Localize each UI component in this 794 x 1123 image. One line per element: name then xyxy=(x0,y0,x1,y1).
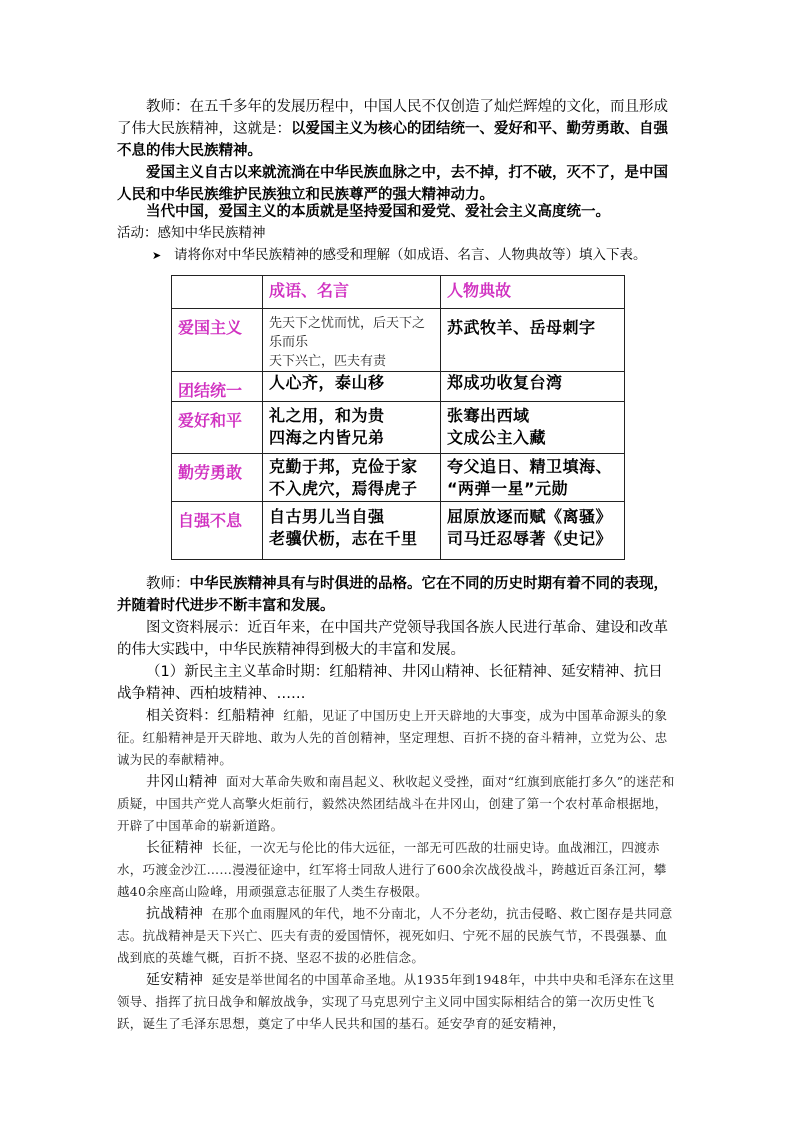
story-text: “两弹一星”元勋 xyxy=(447,479,569,498)
table-row xyxy=(172,402,625,454)
material-lead: 长征精神 xyxy=(146,840,204,856)
patriotism-paragraph: 爱国主义自古以来就流淌在中华民族血脉之中，去不掉，打不破，灭不了，是中国人民和中华民族维护民族独立和民族尊严的强大精神动力。 xyxy=(117,165,668,203)
story-cell xyxy=(441,402,625,454)
row-label: 自强不息 xyxy=(172,502,263,560)
material-lead: 井冈山精神 xyxy=(146,774,218,790)
material-text: 面对大革命失败和南昌起义、秋收起义受挫，面对“红旗到底能打多久”的迷茫和质疑，中国共产党人高擎火炬前行，毅然决然团结战斗在井冈山，创建了第一个农村革命根据地，开辟了中国革命的崭新道路。 xyxy=(117,774,675,833)
story-text: 屈原放逐而赋《离骚》 xyxy=(447,507,613,526)
idiom-text: 先天下之忧而忧，后天下之乐而乐 xyxy=(269,316,426,350)
contemporary-paragraph: 当代中国，爱国主义的本质就是坚持爱国和爱党、爱社会主义高度统一。 xyxy=(146,204,610,220)
idiom-cell xyxy=(263,309,441,372)
activity-instruction xyxy=(152,243,647,263)
teacher-label: 教师： xyxy=(146,576,190,592)
table-row xyxy=(172,454,625,502)
table-row xyxy=(172,502,625,560)
teacher-paragraph xyxy=(117,573,677,617)
story-cell xyxy=(441,502,625,560)
material-text: 长征，一次无与伦比的伟大远征，一部无可匹敌的壮丽史诗。血战湘江，四渡赤水，巧渡金沙江……漫漫征途中，红军将士同敌人进行了600余次战役战斗，跨越近百条江河，攀越40余座高山险峰，用顽强意志征服了人类生存极限。 xyxy=(117,840,667,899)
idiom-text: 不入虎穴，焉得虎子 xyxy=(269,479,418,498)
idiom-text: 人心齐，泰山移 xyxy=(269,373,385,392)
material-paragraph xyxy=(117,837,677,903)
teacher-bold-text: 中华民族精神具有与时俱进的品格。它在不同的历史时期有着不同的表现，并随着时代进步不断丰富和发展。 xyxy=(117,576,668,614)
story-text: 张骞出西域 xyxy=(447,406,530,425)
graphic-paragraph: 图文资料展示：近百年来，在中国共产党领导我国各族人民进行革命、建设和改革的伟大实践中，中华民族精神得到极大的丰富和发展。 xyxy=(117,620,668,658)
material-lead: 抗战精神 xyxy=(146,906,204,922)
material-paragraph xyxy=(117,705,677,771)
idiom-cell xyxy=(263,372,441,402)
material-paragraph xyxy=(117,771,677,837)
row-label: 勤劳勇敢 xyxy=(172,454,263,502)
row-label: 爱好和平 xyxy=(172,402,263,454)
material-paragraph xyxy=(117,903,677,969)
story-text: 苏武牧羊、岳母刺字 xyxy=(447,318,596,337)
activity-title: 活动：感知中华民族精神 xyxy=(117,225,266,241)
header-idioms: 成语、名言 xyxy=(263,276,441,309)
story-cell xyxy=(441,454,625,502)
table-header-row xyxy=(172,276,625,309)
story-cell xyxy=(441,309,625,372)
table-row xyxy=(172,309,625,372)
header-stories: 人物典故 xyxy=(441,276,625,309)
idiom-cell xyxy=(263,502,441,560)
story-text: 司马迁忍辱著《史记》 xyxy=(447,529,613,548)
intro-bold-text: 以爱国主义为核心的团结统一、爱好和平、勤劳勇敢、自强不息的伟大民族精神。 xyxy=(117,121,668,159)
material-lead: 延安精神 xyxy=(146,972,204,988)
table-corner-cell xyxy=(172,276,263,309)
story-text: 文成公主入藏 xyxy=(447,428,547,447)
idiom-text: 四海之内皆兄弟 xyxy=(269,428,385,447)
idiom-text: 自古男儿当自强 xyxy=(269,507,385,526)
row-label: 团结统一 xyxy=(172,372,263,402)
story-text: 郑成功收复台湾 xyxy=(447,373,563,392)
material-paragraph xyxy=(117,969,677,1035)
idiom-text: 克勤于邦，克俭于家 xyxy=(269,457,418,476)
material-text: 延安是举世闻名的中国革命圣地。从1935年到1948年，中共中央和毛泽东在这里领导、指挥了抗日战争和解放战争，实现了马克思列宁主义同中国实际相结合的第一次历史性飞跃，诞生了毛泽东思想，奠定了中华人民共和国的基石。延安孕育的延安精神， xyxy=(117,972,675,1031)
idiom-text: 老骥伏枥，志在千里 xyxy=(269,529,418,548)
table-row xyxy=(172,372,625,402)
teacher-label: 教师： xyxy=(146,99,190,115)
arrow-bullet-icon: ➤ xyxy=(152,249,162,262)
intro-paragraph xyxy=(117,96,677,162)
material-text: 在那个血雨腥风的年代，地不分南北，人不分老幼，抗击侵略、救亡图存是共同意志。抗战精神是天下兴亡、匹夫有责的爱国情怀，视死如归、宁死不屈的民族气节，不畏强暴、血战到底的英雄气概，百折不挠、坚忍不拔的必胜信念。 xyxy=(117,906,673,965)
intro-text: 在五千多年的发展历程中，中国人民不仅创造了灿烂辉煌的文化，而且形成了伟大民族精神，这就是： xyxy=(117,99,668,137)
story-cell xyxy=(441,372,625,402)
spirit-table xyxy=(171,275,625,560)
period-paragraph: （1）新民主主义革命时期：红船精神、井冈山精神、长征精神、延安精神、抗日战争精神、西柏坡精神、…… xyxy=(117,664,663,702)
instruction-text: 请将你对中华民族精神的感受和理解（如成语、名言、人物典故等）填入下表。 xyxy=(174,247,647,263)
idiom-text: 天下兴亡，匹夫有责 xyxy=(269,354,387,369)
idiom-text: 礼之用，和为贵 xyxy=(269,406,385,425)
material-text: 红船，见证了中国历史上开天辟地的大事变，成为中国革命源头的象征。红船精神是开天辟地、敢为人先的首创精神，坚定理想、百折不挠的奋斗精神，立党为公、忠诚为民的奉献精神。 xyxy=(117,708,668,767)
story-text: 夸父追日、精卫填海、 xyxy=(447,457,613,476)
idiom-cell xyxy=(263,454,441,502)
row-label: 爱国主义 xyxy=(172,309,263,372)
material-lead: 相关资料：红船精神 xyxy=(146,708,275,724)
idiom-cell xyxy=(263,402,441,454)
